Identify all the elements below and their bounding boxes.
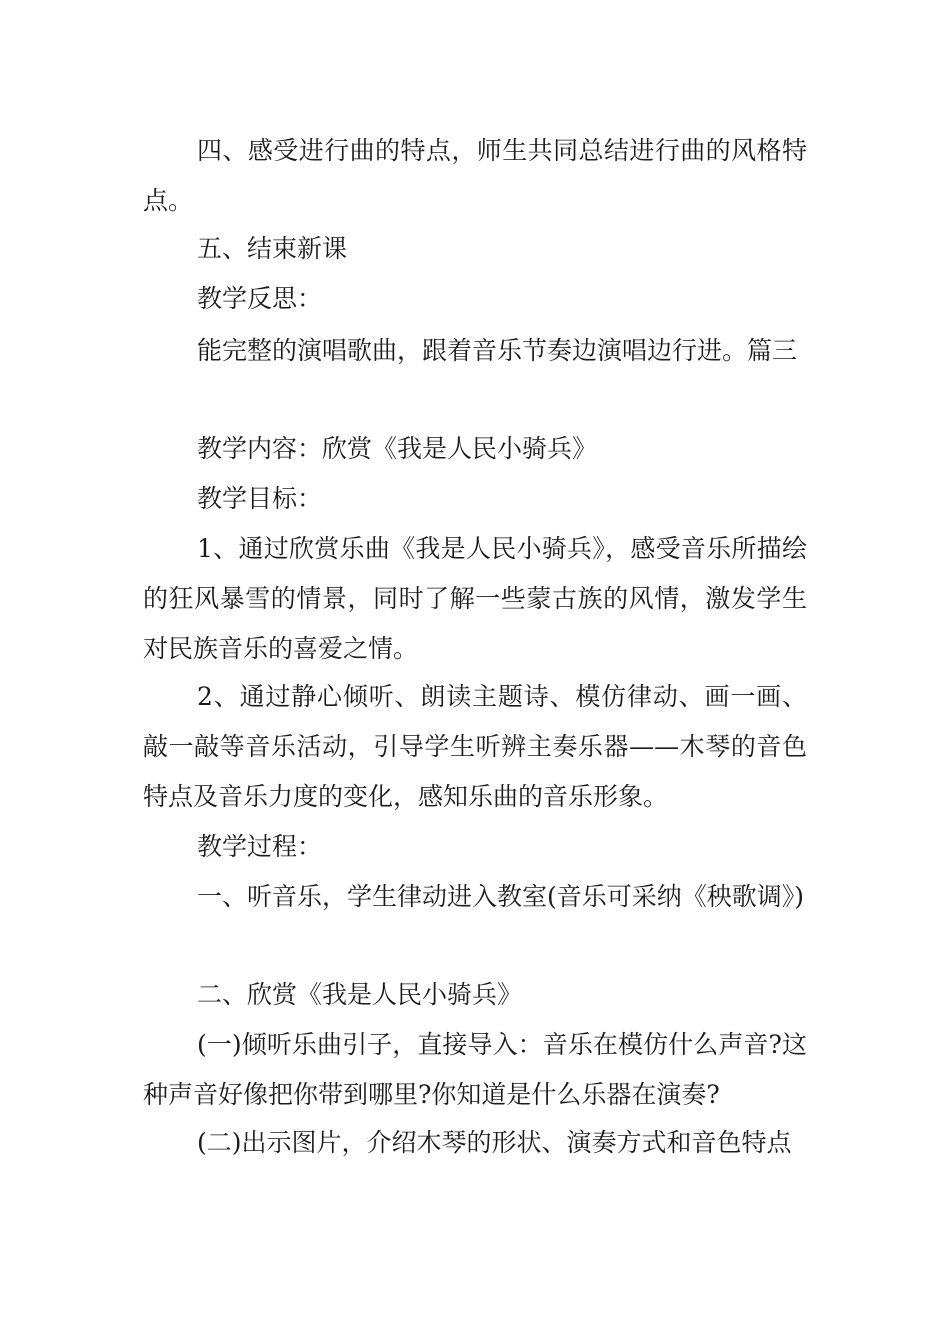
paragraph-goals-heading: 教学目标： — [197, 484, 323, 513]
paragraph-substep-two: (二)出示图片，介绍木琴的形状、演奏方式和音色特点 — [197, 1128, 792, 1157]
paragraph-section-five: 五、结束新课 — [197, 234, 348, 263]
paragraph-goal-two: 2、通过静心倾听、朗读主题诗、模仿律动、画一画、敲一敲等音乐活动，引导学生听辨主奏乐器——木琴的音色特点及音乐力度的变化，感知乐曲的音乐形象。 — [143, 682, 807, 811]
paragraph-content: 教学内容：欣赏《我是人民小骑兵》 — [197, 434, 598, 463]
paragraph-substep-one: (一)倾听乐曲引子，直接导入：音乐在模仿什么声音?这种声音好像把你带到哪里?你知道是什么乐器在演奏? — [143, 1030, 807, 1109]
paragraph-process-heading: 教学过程： — [197, 832, 323, 861]
paragraph-step-two: 二、欣赏《我是人民小骑兵》 — [197, 980, 523, 1009]
paragraph-reflection-text: 能完整的演唱歌曲，跟着音乐节奏边演唱边行进。篇三 — [197, 336, 798, 365]
paragraph-step-one: 一、听音乐，学生律动进入教室(音乐可采纳《秧歌调》) — [197, 882, 805, 911]
paragraph-goal-one: 1、通过欣赏乐曲《我是人民小骑兵》，感受音乐所描绘的狂风暴雪的情景，同时了解一些蒙古族的风情，激发学生对民族音乐的喜爱之情。 — [143, 534, 807, 663]
paragraph-reflection-heading: 教学反思： — [197, 284, 323, 313]
paragraph-section-four: 四、感受进行曲的特点，师生共同总结进行曲的风格特点。 — [143, 136, 807, 215]
